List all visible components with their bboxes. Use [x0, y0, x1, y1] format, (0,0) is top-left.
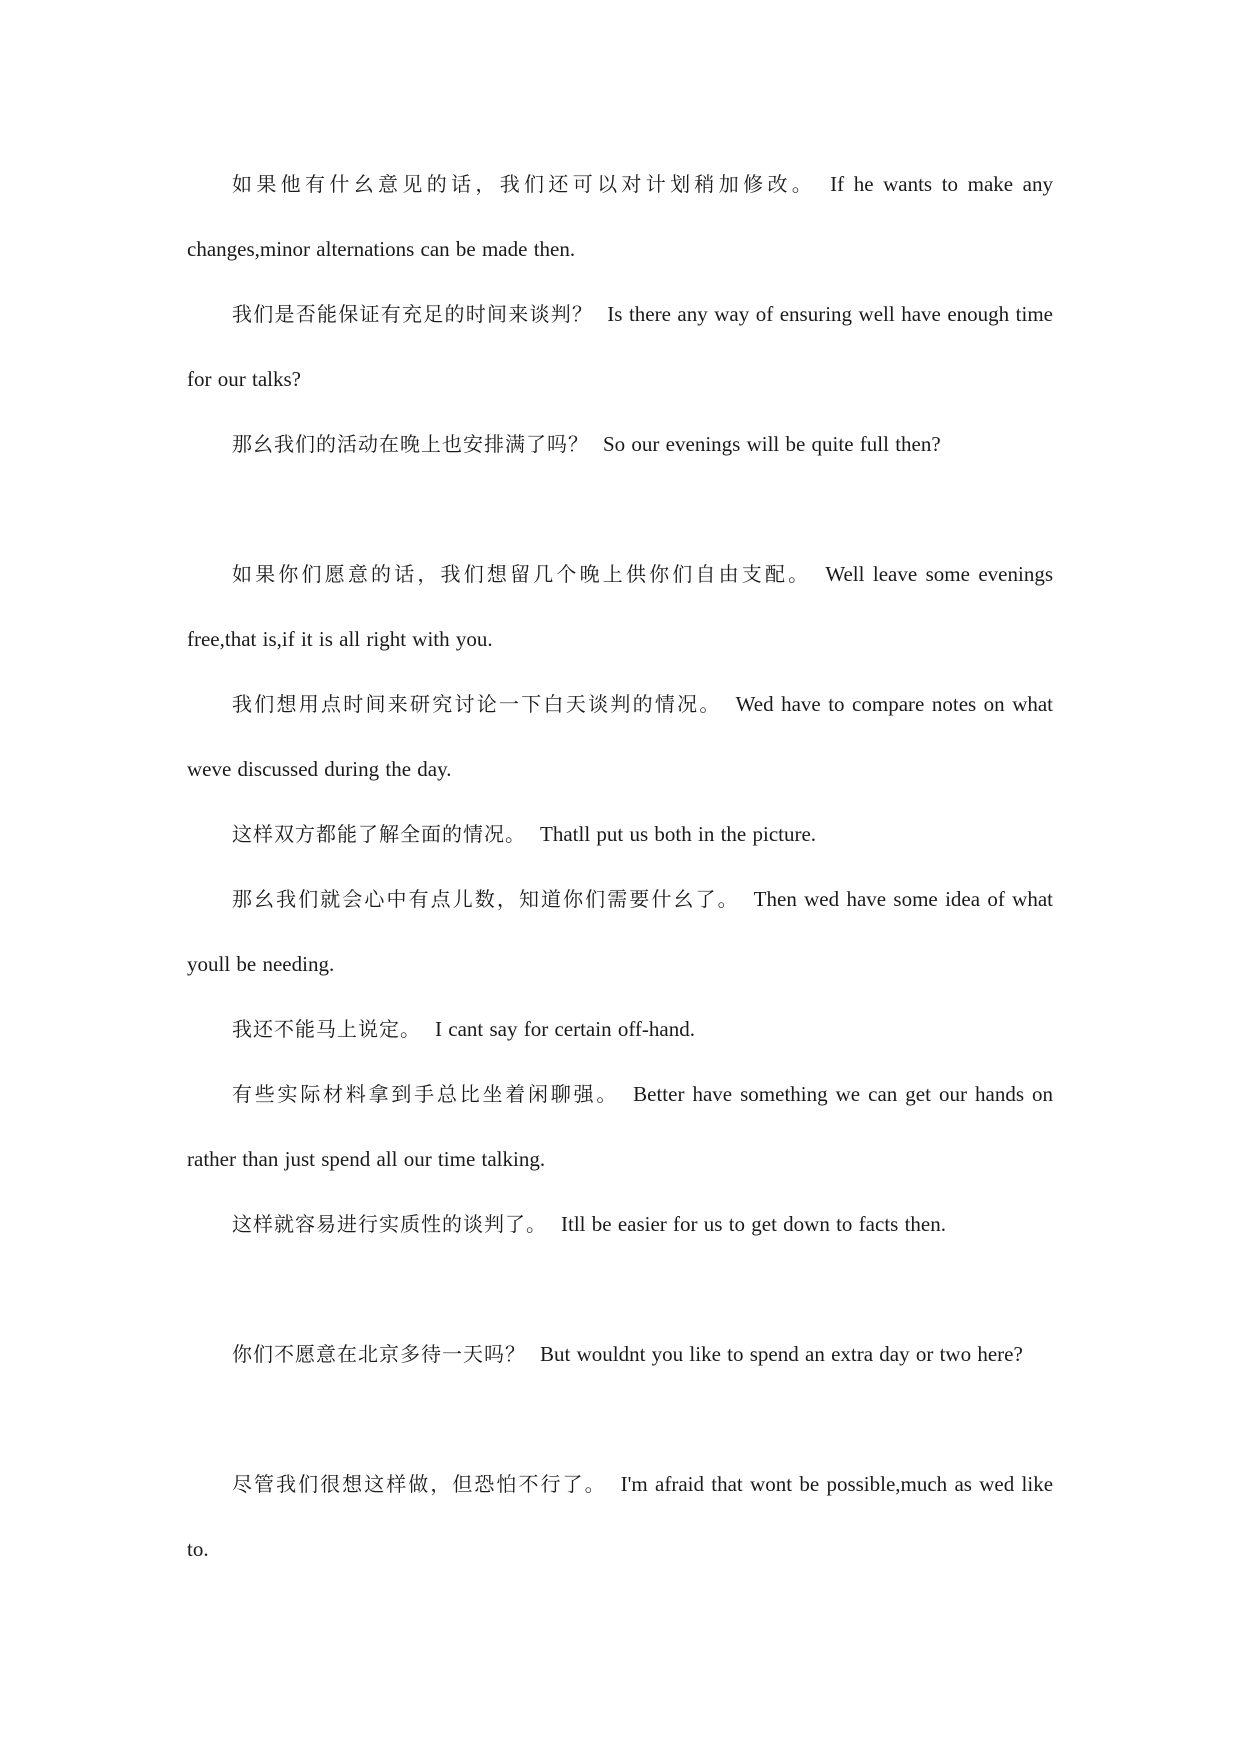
sentence-pair — [187, 1452, 1053, 1582]
sentence-pair — [187, 672, 1053, 802]
chinese-sentence: 有些实际材料拿到手总比坐着闲聊强。 — [232, 1082, 620, 1106]
chinese-sentence: 这样双方都能了解全面的情况。 — [232, 822, 526, 846]
english-sentence: Is there any way of ensuring well have enough time for our talks? — [187, 302, 1053, 391]
english-sentence: If he wants to make any changes,minor alternations can be made then. — [187, 172, 1053, 261]
chinese-sentence: 那幺我们就会心中有点儿数，知道你们需要什幺了。 — [232, 887, 740, 911]
sentence-pair — [187, 412, 1053, 477]
chinese-sentence: 这样就容易进行实质性的谈判了。 — [232, 1212, 547, 1236]
english-sentence: But wouldnt you like to spend an extra day or two here? — [540, 1342, 1023, 1366]
blank-line — [187, 1257, 1053, 1322]
chinese-sentence: 我们是否能保证有充足的时间来谈判？ — [232, 302, 594, 326]
chinese-sentence: 尽管我们很想这样做，但恐怕不行了。 — [232, 1472, 607, 1496]
sentence-pair — [187, 1062, 1053, 1192]
english-sentence: I'm afraid that wont be possible,much as wed like to. — [187, 1472, 1054, 1561]
sentence-pair — [187, 1322, 1053, 1387]
english-sentence: Better have something we can get our hands on rather than just spend all our time talking. — [187, 1082, 1054, 1171]
chinese-sentence: 如果他有什幺意见的话，我们还可以对计划稍加修改。 — [232, 172, 817, 196]
sentence-pair — [187, 152, 1053, 282]
english-sentence: Thatll put us both in the picture. — [540, 822, 817, 846]
sentence-pair — [187, 867, 1053, 997]
english-sentence: I cant say for certain off-hand. — [435, 1017, 695, 1041]
chinese-sentence: 我们想用点时间来研究讨论一下白天谈判的情况。 — [232, 692, 722, 716]
english-sentence: Then wed have some idea of what youll be needing. — [187, 887, 1053, 976]
chinese-sentence: 我还不能马上说定。 — [232, 1017, 421, 1041]
sentence-pair — [187, 802, 1053, 867]
sentence-pair — [187, 1192, 1053, 1257]
blank-line — [187, 477, 1053, 542]
blank-line — [187, 1387, 1053, 1452]
english-sentence: So our evenings will be quite full then? — [603, 432, 941, 456]
english-sentence: Itll be easier for us to get down to facts then. — [561, 1212, 946, 1236]
chinese-sentence: 那幺我们的活动在晚上也安排满了吗？ — [232, 432, 589, 456]
sentence-pair — [187, 542, 1053, 672]
sentence-pair — [187, 997, 1053, 1062]
english-sentence: Well leave some evenings free,that is,if it is all right with you. — [187, 562, 1053, 651]
sentence-pair — [187, 282, 1053, 412]
english-sentence: Wed have to compare notes on what weve discussed during the day. — [187, 692, 1054, 781]
chinese-sentence: 如果你们愿意的话，我们想留几个晚上供你们自由支配。 — [232, 562, 812, 586]
document-body — [187, 152, 1053, 1582]
chinese-sentence: 你们不愿意在北京多待一天吗？ — [232, 1342, 526, 1366]
